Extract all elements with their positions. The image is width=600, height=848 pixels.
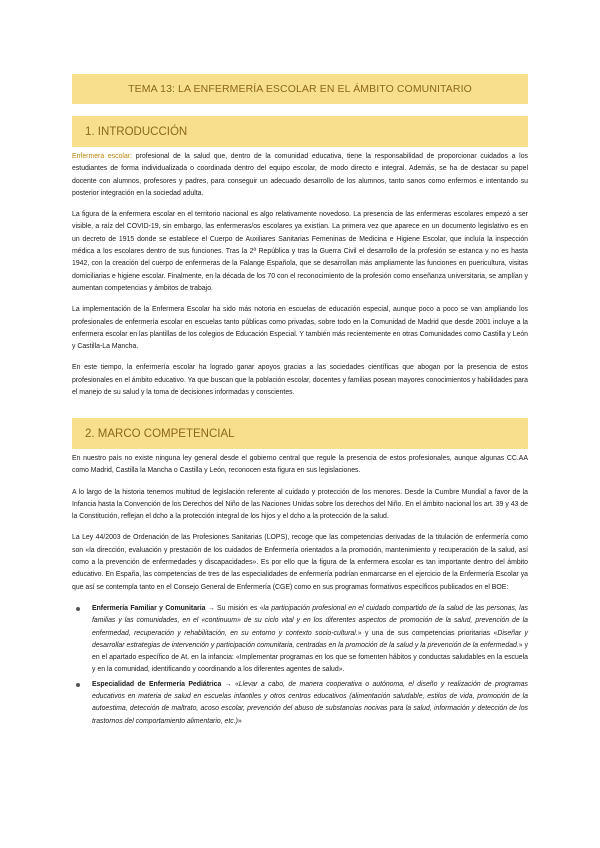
- bullet-icon: [76, 607, 80, 611]
- list-item: [72, 679, 528, 728]
- section-1-body: [72, 151, 528, 408]
- section-2-header: [72, 418, 528, 449]
- list-item-title: Especialidad de Enfermería Pediátrica: [92, 680, 222, 688]
- marco-paragraph-2: A lo largo de la historia tenemos multitud de legislación referente al cuidado y protección de los menores. Desde la Cumbre Mundial a favor de la Infancia hasta la Convención de los Derechos del Niño de las Naciones Unidas sobre los derechos del Niño. En el ámbito nacional los art. 39 y 43 de la Constitución, reflejan el dcho a la protección integral de los hijos y el dcho a la protección de la salud.: [72, 488, 528, 521]
- enfermera-escolar-term: Enfermera escolar:: [72, 153, 132, 160]
- section-2-title: 2. MARCO COMPETENCIAL: [85, 427, 235, 440]
- list-item-quote: la participación profesional en el cuidado compartido de la salud de las personas, las familias y las comunidades, en el «continuum» de su ciclo vital y en los diferentes aspectos de promoción de la salud, prevención de la enfermedad, recuperación y rehabilitación, en su entorno y contexto socio-cultural.: [92, 604, 528, 637]
- intro-paragraph-1-text: profesional de la salud que, dentro de la comunidad educativa, tiene la responsabilidad de proporcionar cuidados a los estudiantes de forma individualizada o coordinada dentro del equipo escolar, de modo directo e integral. Además, se ha de destacar su papel docente con alumnos, profesores y padres, para conseguir un adecuado desarrollo de los alumnos, tanto sanos como enfermos e intentando su posterior integración en la sociedad adulta.: [72, 153, 528, 197]
- intro-paragraph-2: La figura de la enfermera escolar en el territorio nacional es algo relativamente novedoso. La presencia de las enfermeras escolares empezó a ser visible, a raíz del COVID-19, sin embargo, las enfermeras/os escolares ya existían. La primera vez que aparece en un documento legislativo es en un decreto de 1915 donde se establece el Cuerpo de Auxiliares Sanitarias Femeninas de Medicina e Higiene Escolar, que incluía la inspección médica a los escolares dentro de sus funciones. Tras la 2ª República y tras la Guerra Civil el desarrollo de la profesión se estanca y no es hasta 1942, con la creación del cuerpo de enfermeras de la Falange Española, que se desarrollan más ampliamente las funciones en puericultura, visitas domiciliarias e higiene escolar. Finalmente, en la década de los 70 con el reconocimiento de la profesión como enseñanza universitaria, se amplían y aumentan competencias y ámbitos de trabajo.: [72, 211, 528, 292]
- list-item-title: Enfermería Familiar y Comunitaria: [92, 604, 206, 612]
- bullet-icon: [76, 683, 80, 687]
- list-item-quote: Llevar a cabo, de manera cooperativa o autónoma, el diseño y realización de programas educativos en materia de salud en escuelas infantiles y otros centros educativos (alimentación saludable, estilos de vida, promoción de la autoestima, detección de maltrato, acoso escolar, prevención del abuso de substancias nocivas para la salud, información y detección de los trastornos del comportamiento alimentario, etc.): [92, 680, 528, 725]
- intro-paragraph-1: [72, 151, 528, 200]
- list-item-text: → Su misión es «: [205, 604, 264, 612]
- intro-paragraph-3: La implementación de la Enfermera Escolar ha sido más notoria en escuelas de educación especial, aunque poco a poco se van ampliando los profesionales de enfermería escolar en escuelas tanto públicas como privadas, sobre todo en la Comunidad de Madrid que desde 2001 incluye a la enfermera escolar en las plantillas de los colegios de Educación Especial. Y también más recientemente en otras Comunidades como Castilla y León y Castilla-La Mancha.: [72, 306, 528, 351]
- list-item-text: »: [237, 717, 242, 725]
- section-1-title: 1. INTRODUCCIÓN: [85, 125, 188, 138]
- section-1-header: [72, 116, 528, 147]
- intro-paragraph-4: En este tiempo, la enfermería escolar ha logrado ganar apoyos gracias a las sociedades científicas que abogan por la presencia de estos profesionales en el ámbito educativo. Ya que buscan que la población escolar, docentes y familias posean mayores conocimientos y habilidades para el manejo de su salud y la toma de decisiones informadas y conscientes.: [72, 364, 528, 397]
- list-item-quote: Diseñar y desarrollar estrategias de intervención y participación comunitaria, centradas en la promoción de la salud y la prevención de la enfermedad.: [92, 629, 528, 649]
- list-item-text: » y una de sus competencias prioritarias «: [357, 629, 498, 637]
- list-item-text: → «: [221, 680, 239, 688]
- list-item: [72, 603, 528, 677]
- tema-title: TEMA 13: LA ENFERMERÍA ESCOLAR EN EL ÁMBITO COMUNITARIO: [128, 83, 472, 95]
- marco-paragraph-3: La Ley 44/2003 de Ordenación de las Profesiones Sanitarias (LOPS), recoge que las competencias derivadas de la titulación de enfermería como son «la dirección, evaluación y prestación de los cuidados de Enfermería orientados a la promoción, mantenimiento y recuperación de la salud, así como a la prevención de enfermedades y discapacidades». Es por ello que la figura de la enfermera escolar es tan importante dentro del ámbito educativo. En España, las competencias de tres de las especialidades de enfermería podrían enmarcarse en el ejercicio de la Enfermería Escolar ya que así se contempla tanto en el Consejo General de Enfermería (CGE) como en sus programas formativos específicos publicados en el BOE:: [72, 534, 528, 591]
- marco-paragraph-1: En nuestro país no existe ninguna ley general desde el gobierno central que regule la presencia de estos profesionales, aunque algunas CC.AA como Madrid, Castilla la Mancha o Castilla y León, reconocen esta figura en sus legislaciones.: [72, 455, 528, 475]
- list-item-text: » y en el apartado específico de At. en la infancia: «Implementar programas en los que se fomenten hábitos y conductas saludables en la escuela y en la comunidad, identificando y coordinando a los diferentes agentes de salud».: [92, 641, 528, 674]
- tema-banner: [72, 74, 528, 104]
- especialidades-list: [72, 603, 528, 728]
- section-2-body: [72, 453, 528, 730]
